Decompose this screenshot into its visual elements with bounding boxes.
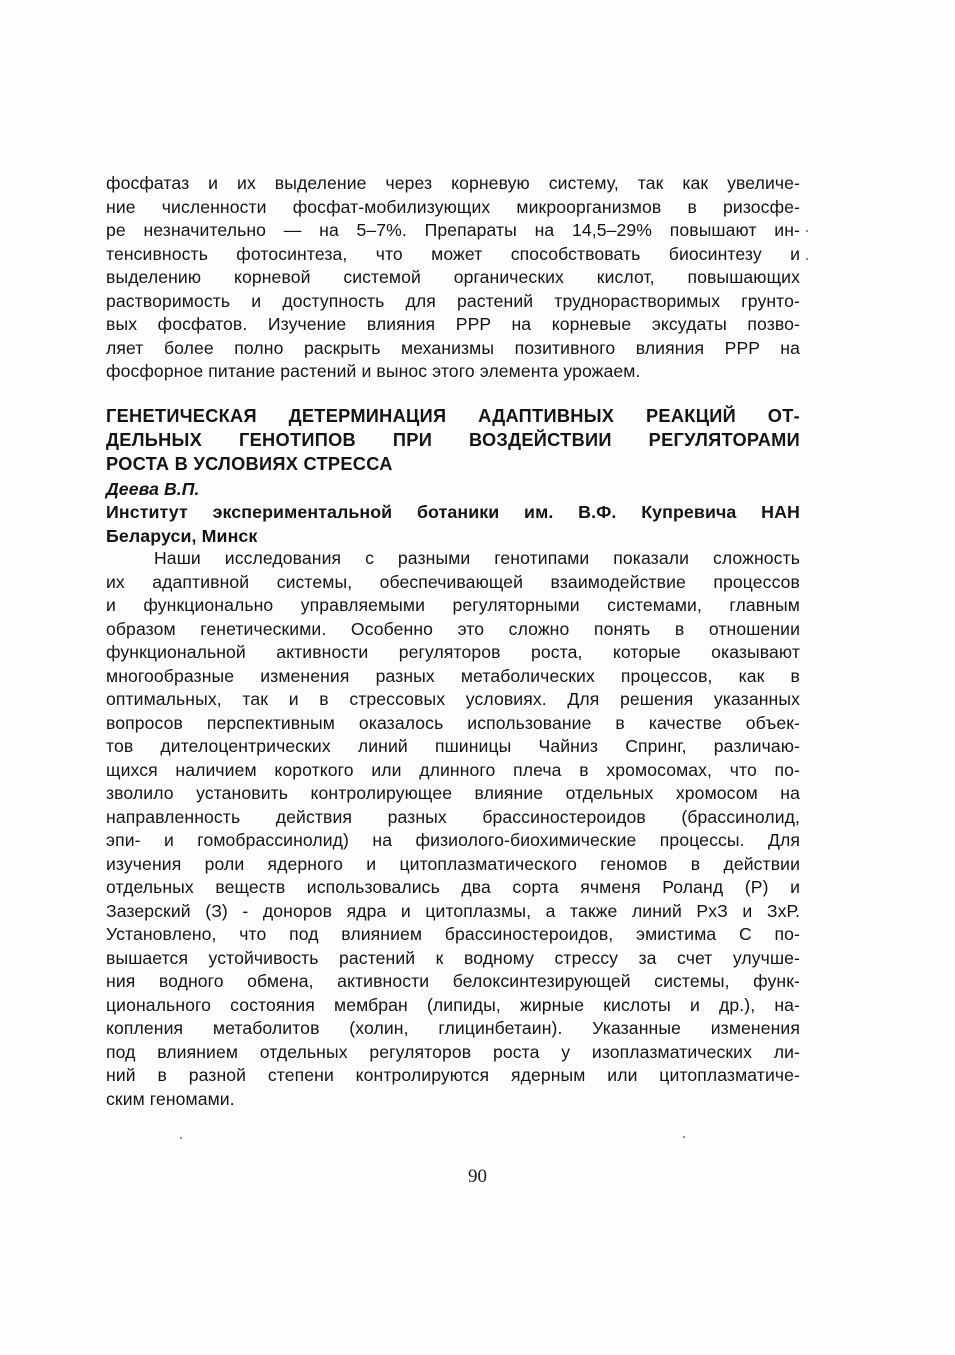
scan-speck xyxy=(806,230,808,232)
affiliation-line: Беларуси, Минск xyxy=(106,526,258,546)
body-line: копления метаболитов (холин, глицинбетаин). Указанные изменения xyxy=(106,1018,800,1038)
intro-line: вых фосфатов. Изучение влияния PPP на корневые эксудаты позво- xyxy=(106,314,800,334)
intro-line: ре незначительно — на 5–7%. Препараты на 14,5–29% повышают ин- xyxy=(106,220,800,240)
body-line: Наши исследования с разными генотипами показали сложность xyxy=(154,548,800,568)
body-line: оптимальных, так и в стрессовых условиях. Для решения указанных xyxy=(106,689,800,709)
scan-speck xyxy=(806,258,808,260)
body-line: щихся наличием короткого или длинного плеча в хромосомах, что по- xyxy=(106,759,800,780)
body-line: изучения роли ядерного и цитоплазматического геномов в действии xyxy=(106,853,800,874)
intro-line: растворимость и доступность для растений труднорастворимых грунто- xyxy=(106,290,800,311)
body-line: Зазерский (З) - доноров ядра и цитоплазмы, а также линий РхЗ и ЗхР. xyxy=(106,900,800,921)
body-line: под влиянием отдельных регуляторов роста у изоплазматических ли- xyxy=(106,1041,800,1062)
intro-paragraph xyxy=(106,172,800,384)
body-line: многообразные изменения разных метаболических процессов, как в xyxy=(106,665,800,686)
article-title xyxy=(106,404,800,476)
body-line: и функционально управляемыми регуляторными системами, главным xyxy=(106,595,800,615)
intro-line: ляет более полно раскрыть механизмы позитивного влияния PPP на xyxy=(106,337,800,358)
body-line: эпи- и гомобрассинолид) на физиолого-биохимические процессы. Для xyxy=(106,830,800,850)
article-affiliation xyxy=(106,500,800,548)
intro-line: фосфорное питание растений и вынос этого элемента урожаем. xyxy=(106,361,641,381)
intro-line: ние численности фосфат-мобилизующих микроорганизмов в ризосфе- xyxy=(106,196,800,217)
article-author xyxy=(106,478,800,502)
intro-line: фосфатаз и их выделение через корневую систему, так как увеличе- xyxy=(106,173,800,193)
body-line: ния водного обмена, активности белоксинтезирующей системы, функ- xyxy=(106,971,800,991)
body-line: вопросов перспективным оказалось использование в качестве объек- xyxy=(106,712,800,733)
body-line: вышается устойчивость растений к водному стрессу за счет улучше- xyxy=(106,947,800,968)
body-line: зволило установить контролирующее влияние отдельных хромосом на xyxy=(106,783,800,803)
affiliation-line: Институт экспериментальной ботаники им. В.Ф. Купревича НАН xyxy=(106,502,800,522)
body-line: отдельных веществ использовались два сорта ячменя Роланд (Р) и xyxy=(106,877,800,897)
body-line: ским геномами. xyxy=(106,1088,235,1109)
body-line: образом генетическими. Особенно это сложно понять в отношении xyxy=(106,618,800,639)
body-line: ний в разной степени контролируются ядерным или цитоплазматиче- xyxy=(106,1065,800,1085)
title-line: ДЕЛЬНЫХ ГЕНОТИПОВ ПРИ ВОЗДЕЙСТВИИ РЕГУЛЯТОРАМИ xyxy=(106,430,800,450)
intro-line: выделению корневой системой органических кислот, повышающих xyxy=(106,267,800,287)
body-line: Установлено, что под влиянием брассиностероидов, эмистима С по- xyxy=(106,924,800,944)
title-line: ГЕНЕТИЧЕСКАЯ ДЕТЕРМИНАЦИЯ АДАПТИВНЫХ РЕАКЦИЙ ОТ- xyxy=(106,406,800,426)
body-line: направленность действия разных брассиностероидов (брассинолид, xyxy=(106,806,800,827)
intro-line: тенсивность фотосинтеза, что может способствовать биосинтезу и xyxy=(106,243,800,264)
author-name: Деева В.П. xyxy=(106,479,200,499)
article-body xyxy=(106,547,800,1111)
page-number: 90 xyxy=(468,1166,487,1187)
title-line: РОСТА В УСЛОВИЯХ СТРЕССА xyxy=(106,454,393,474)
body-line: тов дителоцентрических линий пшиницы Чайниз Спринг, различаю- xyxy=(106,736,800,756)
scan-speck xyxy=(683,1136,685,1138)
body-line: ционального состояния мембран (липиды, жирные кислоты и др.), на- xyxy=(106,994,800,1015)
body-line: их адаптивной системы, обеспечивающей взаимодействие процессов xyxy=(106,571,800,592)
scan-speck xyxy=(180,1137,182,1139)
body-line: функциональной активности регуляторов роста, которые оказывают xyxy=(106,642,800,662)
